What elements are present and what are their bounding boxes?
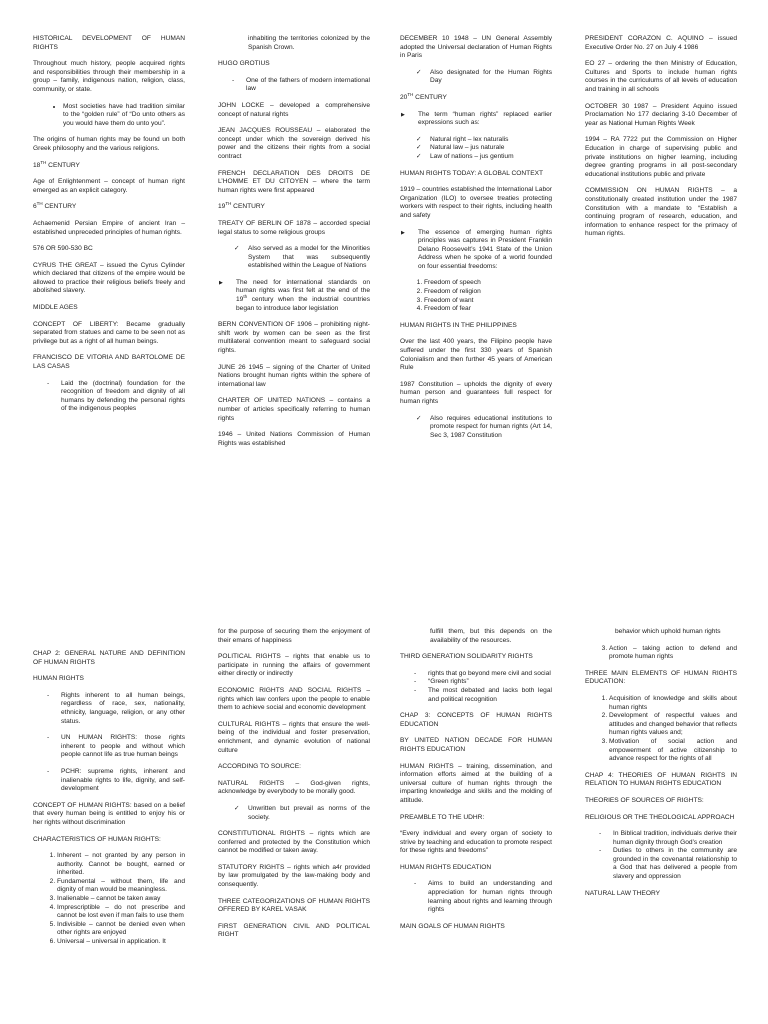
paragraph: NATURAL LAW THEORY [585, 889, 660, 897]
column-3 [400, 35, 552, 448]
list-item: - In Biblical tradition, individuals derive their human dignity through God’s creation [613, 830, 737, 847]
paragraph: HUMAN RIGHTS – training, dissemination, and information efforts aimed at the building of a universal culture of human rights through the imparting knowledge and skills and the molding of attitude. [400, 762, 552, 804]
paragraph: 576 OR 590-530 BC [33, 245, 93, 253]
paragraph: 19TH CENTURY [218, 201, 265, 211]
paragraph: HISTORICAL DEVELOPMENT OF HUMAN RIGHTS [33, 35, 185, 51]
bottom-page [0, 512, 768, 1024]
list-item: 2. Fundamental – without them, life and dignity of man would be meaningless. [57, 878, 185, 895]
list-item: ✓ Natural law – jus naturale [430, 144, 552, 153]
list-item: - Duties to others in the community are grounded in the covenantal relationship to a God that has delivered a people from slavery and oppression [613, 847, 737, 881]
paragraph: BERN CONVENTION OF 1906 – prohibiting night-shift work by women can be seen as the first multilateral convention meant to safeguard social rights. [218, 321, 370, 355]
paragraph: The origins of human rights may be found un both Greek philosophy and the various religions. [33, 136, 185, 152]
dash-list [33, 380, 185, 414]
list-item: - The most debated and lacks both legal and political recognition [428, 687, 552, 704]
column-1 [33, 650, 185, 955]
paragraph: RELIGIOUS OR THE THEOLOGICAL APPROACH [585, 813, 735, 821]
paragraph: CULTURAL RIGHTS – rights that ensure the well-being of the individual and foster preservation, enrichment, and dynamic evolution of national culture [218, 720, 370, 754]
check-list [400, 415, 552, 441]
column-2 [218, 628, 370, 948]
list-item: 6. Universal – universal in application. It [57, 938, 185, 947]
list-item: - Rights inherent to all human beings, regardless of race, sex, nationality, ethnicity, language, religion, or any other status. [61, 692, 185, 726]
list-item: - PCHR: supreme rights, inherent and inalienable rights to life, dignity, and self-development [61, 768, 185, 794]
list-item: 3. Freedom of want [424, 297, 552, 306]
paragraph: PRESIDENT CORAZON C. AQUINO – issued Executive Order No. 27 on July 4 1986 [585, 35, 737, 51]
paragraph: FRANCISCO DE VITORIA AND BARTOLOME DE LAS CASAS [33, 354, 185, 371]
dash-list [400, 880, 552, 914]
list-item: ✓ Also requires educational institutions to promote respect for human rights (Art 14, Sec 3, 1987 Constitution [430, 415, 552, 441]
arrow-list [400, 111, 552, 128]
list-item: 2. Development of respectful values and attitudes and changed behavior that reflects human rights values and; [609, 712, 737, 738]
paragraph: BY UNITED NATION DECADE FOR HUMAN RIGHTS EDUCATION [400, 737, 552, 753]
column-2 [218, 35, 370, 456]
list-item: 4. Imprescriptible – do not prescribe and cannot be lost even if man fails to use them [57, 904, 185, 921]
paragraph: ACCORDING TO SOURCE: [218, 763, 301, 771]
arrow-list [218, 279, 370, 313]
list-item: ▶ The term “human rights” replaced earlier expressions such as: [418, 111, 552, 128]
paragraph: PREAMBLE TO THE UDHR: [400, 813, 485, 821]
paragraph: for the purpose of securing them the enjoyment of their emans of happiness [218, 628, 370, 644]
paragraph: HUMAN RIGHTS TODAY: A GLOBAL CONTEXT [400, 169, 544, 177]
paragraph: JOHN LOCKE – developed a comprehensive concept of natural rights [218, 101, 370, 118]
dash-list [400, 670, 552, 704]
paragraph: MAIN GOALS OF HUMAN RIGHTS [400, 922, 505, 930]
paragraph: 1946 – United Nations Commission of Human Rights was established [218, 431, 370, 447]
paragraph: TREATY OF BERLIN OF 1878 – accorded special legal status to some religious groups [218, 219, 370, 236]
list-item: 1. Freedom of speech [424, 279, 552, 288]
paragraph: POLITICAL RIGHTS – rights that enable us to participate in running the affairs of government either directly or indirectly [218, 653, 370, 678]
arrow-list [400, 229, 552, 272]
paragraph: Age of Enlightenment – concept of human right emerged as an explicit category. [33, 178, 185, 194]
paragraph: fulfill them, but this depends on the availability of the resources. [430, 628, 552, 644]
list-item: 5. Indivisible – cannot be denied even when other rights are enjoyed [57, 921, 185, 938]
dash-list [33, 734, 185, 760]
paragraph: Achaemenid Persian Empire of ancient Iran – established unpreceded principles of human rights. [33, 219, 185, 236]
paragraph: JEAN JACQUES ROUSSEAU – elaborated the concept under which the sovereign derived his power and the citizens their rights from a social contract [218, 127, 370, 160]
numbered-list [585, 645, 737, 662]
list-item: 3. Inalienable – cannot be taken away [57, 895, 185, 904]
paragraph: OCTOBER 30 1987 – President Aquino issued Proclamation No 177 declaring 3-10 December of year as National Human Rights Week [585, 102, 737, 127]
paragraph: THEORIES OF SOURCES OF RIGHTS: [585, 796, 704, 804]
check-list [400, 69, 552, 86]
list-item: - UN HUMAN RIGHTS: those rights inherent to people and without which people cannot life as true human beings [61, 734, 185, 760]
paragraph: CYRUS THE GREAT – issued the Cyrus Cylinder which declared that citizens of the empire would be allowed to practice their religious beliefs freely and abolished slavery. [33, 261, 185, 295]
list-item: ✓ Natural right – lex naturalis [430, 136, 552, 145]
paragraph: EO 27 – ordering the then Ministry of Education, Cultures and Sports to include human rights courses in the curriculums of all levels of education and training in all schools [585, 60, 737, 93]
paragraph: DECEMBER 10 1948 – UN General Assembly adopted the Universal declaration of Human Rights in Paris [400, 35, 552, 60]
paragraph: 1919 – countries established the International Labor Organization (ILO) to oversee treaties protecting workers with respect to their rights, including health and safety [400, 186, 552, 219]
list-item: • Most societies have had tradition similar to the “golden rule” of “Do unto others as you would have them do unto you”. [63, 103, 185, 129]
paragraph: THREE CATEGORIZATIONS OF HUMAN RIGHTS OFFERED BY KAREL VASAK [218, 897, 370, 914]
paragraph: “Every individual and every organ of society to strive by teaching and education to promote respect for these rights and freedoms” [400, 830, 552, 855]
list-item: ▶ The need for international standards on human rights was first felt at the end of the 19th century when the industrial countries began to introduce labor legislation [236, 279, 370, 313]
paragraph: 6TH CENTURY [33, 201, 77, 211]
paragraph: CONCEPT OF HUMAN RIGHTS: based on a belief that every human being is entitled to enjoy his or her rights without discrimination [33, 801, 185, 826]
paragraph: CONSTITUTIONAL RIGHTS – rights which are conferred and protected by the Constitution which cannot be modified or taken away. [218, 830, 370, 855]
paragraph: 20TH CENTURY [400, 91, 447, 101]
paragraph: FRENCH DECLARATION DES DROITS DE L’HOMME ET DU CITOYEN – where the term human rights were first appeared [218, 169, 370, 194]
paragraph: HUMAN RIGHTS EDUCATION [400, 863, 492, 871]
paragraph: ECONOMIC RIGHTS AND SOCIAL RIGHTS – rights which law confers upon the people to enable them to achieve social and economic development [218, 686, 370, 712]
paragraph: 1994 – RA 7722 put the Commission on Higher Education in charge of supervising public and private institutions on higher learning, including degree granting programs in all post-secondary educational institutions public and private [585, 136, 737, 178]
paragraph: HUMAN RIGHTS [33, 675, 84, 683]
list-item: 1. Inherent – not granted by any person in authority. Cannot be bought, earned or inherited. [57, 852, 185, 878]
list-item: - rights that go beyond mere civil and social [428, 670, 552, 679]
paragraph: COMMISSION ON HUMAN RIGHTS – a constitutionally created institution under the 1987 Constitution with a mandate to “Establish a continuing program of research, education, and information to enhance respect for the primacy of human rights. [585, 187, 737, 238]
column-1 [33, 35, 185, 422]
list-item: ✓ Law of nations – jus gentium [430, 153, 552, 162]
paragraph: CHARTER OF UNITED NATIONS – contains a number of articles specifically referring to human rights [218, 397, 370, 422]
bullet-list [33, 103, 185, 129]
check-list [218, 805, 370, 822]
paragraph: JUNE 26 1945 – signing of the Charter of United Nations brought human rights within the sphere of international law [218, 363, 370, 388]
paragraph: HUMAN RIGHTS IN THE PHILIPPINES [400, 321, 517, 329]
list-item: - Aims to build an understanding and appreciation for human rights through learning about rights and learning through rights [428, 880, 552, 914]
list-item: - Laid the (doctrinal) foundation for the recognition of freedom and dignity of all humans by defending the personal rights of the indigenous peoples [61, 380, 185, 414]
paragraph: FIRST GENERATION CIVIL AND POLITICAL RIGHT [218, 922, 370, 939]
numbered-list [33, 852, 185, 947]
paragraph: HUGO GROTIUS [218, 60, 270, 68]
paragraph: CHAP 4: THEORIES OF HUMAN RIGHTS IN RELATION TO HUMAN RIGHTS EDUCATION [585, 771, 737, 788]
list-item: 1. Acquisition of knowledge and skills about human rights [609, 695, 737, 712]
list-item: ✓ Also served as a model for the Minorities System that was subsequently established within the League of Nations [248, 245, 370, 271]
list-item: 3. Motivation of social action and empowerment of active citizenship to advance respect for the rights of all [609, 738, 737, 764]
check-list [218, 245, 370, 271]
list-item: 2. Freedom of religion [424, 288, 552, 297]
paragraph: MIDDLE AGES [33, 304, 78, 312]
list-item: ▶ The essence of emerging human rights principles was captures in President Franklin Delano Roosevelt’s 1941 State of the Union Address when he spoke of a world founded on four essential freedoms: [418, 229, 552, 272]
list-item: 4. Freedom of fear [424, 305, 552, 314]
numbered-list [585, 695, 737, 764]
paragraph: CHARACTERISTICS OF HUMAN RIGHTS: [33, 835, 161, 843]
dash-list [585, 830, 737, 882]
paragraph: Over the last 400 years, the Filipino people have suffered under the first 330 years of Spanish Colonialism and then further 45 years of American Rule [400, 338, 552, 372]
paragraph: CHAP 3: CONCEPTS OF HUMAN RIGHTS EDUCATION [400, 712, 552, 728]
paragraph: THIRD GENERATION SOLIDARITY RIGHTS [400, 653, 533, 661]
paragraph: 18TH CENTURY [33, 159, 80, 169]
list-item: 3. Action – taking action to defend and promote human rights [609, 645, 737, 662]
list-item: - “Green rights” [428, 678, 552, 687]
paragraph: THREE MAIN ELEMENTS OF HUMAN RIGHTS EDUCATION: [585, 669, 737, 686]
numbered-list [400, 279, 552, 313]
column-4 [585, 35, 737, 247]
column-4 [585, 628, 737, 906]
paragraph: 1987 Constitution – upholds the dignity of every human person and guarantees full respect for human rights [400, 380, 552, 405]
paragraph: STATUTORY RIGHTS – rights which a4r provided by law promulgated by the law-making body and consequently. [218, 863, 370, 889]
list-item: ✓ Unwritten but prevail as norms of the society. [248, 805, 370, 822]
paragraph: behavior which uphold human rights [615, 628, 721, 635]
column-3 [400, 628, 552, 939]
paragraph: CHAP 2: GENERAL NATURE AND DEFINITION OF HUMAN RIGHTS [33, 650, 185, 666]
dash-list [218, 77, 370, 94]
paragraph: NATURAL RIGHTS – God-given rights, acknowledge by everybody to be morally good. [218, 779, 370, 796]
paragraph: Throughout much history, people acquired rights and responsibilities through their membership in a group – family, indigenous nation, religion, class, community, or state. [33, 60, 185, 93]
paragraph: inhabiting the territories colonized by the Spanish Crown. [248, 35, 370, 51]
list-item: - One of the fathers of modern international law [246, 77, 370, 94]
paragraph: CONCEPT OF LIBERTY: Became gradually separated from statues and came to be seen not as privilege but as a right of all human beings. [33, 320, 185, 345]
list-item: ✓ Also designated for the Human Rights Day [430, 69, 552, 86]
dash-list [33, 692, 185, 726]
dash-list [33, 768, 185, 794]
check-list [400, 136, 552, 162]
